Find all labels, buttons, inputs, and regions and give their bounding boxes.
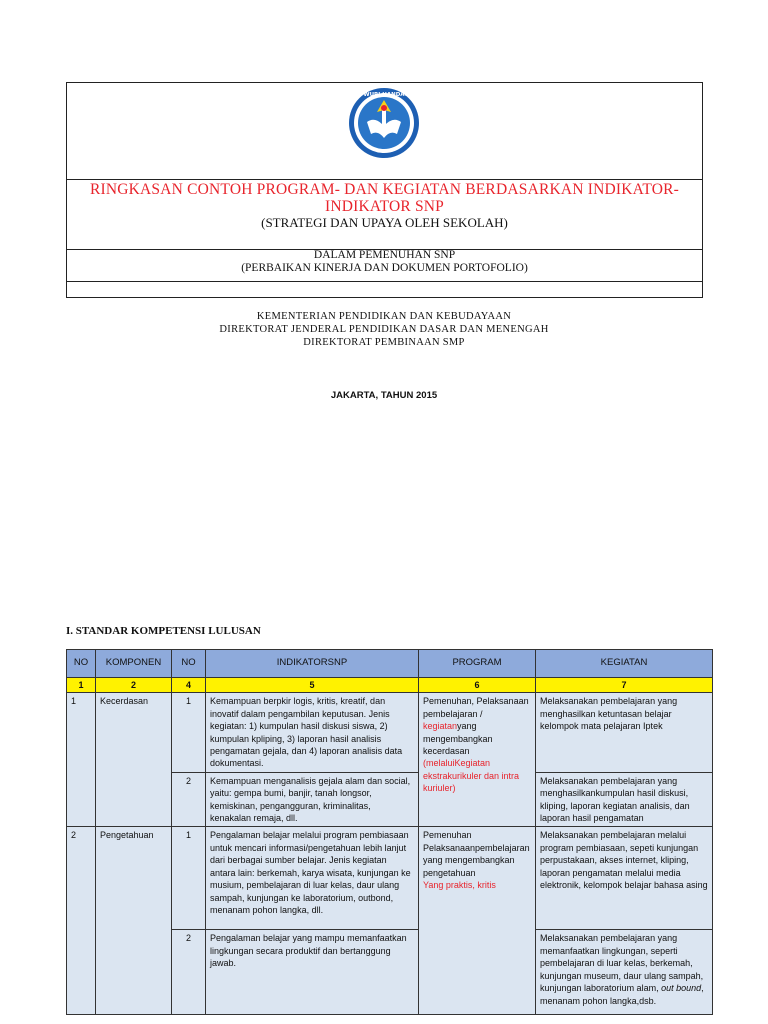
ministry-line2: DIREKTORAT JENDERAL PENDIDIKAN DASAR DAN MENENGAH <box>219 324 549 335</box>
col-header-no: NO <box>67 650 96 678</box>
city-year: JAKARTA, TAHUN 2015 <box>330 390 438 401</box>
section-title: I. STANDAR KOMPETENSI LULUSAN <box>66 625 261 637</box>
indikator-cell: Pengalaman belajar melalui program pembiasaan untuk mencari informasi/pengetahuan lebih lanjut dari berbagai sumber belajar. Jenis kegiatan antara lain: berkemah, karya wisata, kunjungan ke musium, pembelajaran di luar kelas, daur ulang sampah, kunjungan ke laboratorium, outbond, menanam pohon langka, dll. <box>206 827 419 930</box>
document-title-line2: INDIKATOR SNP <box>324 198 444 215</box>
kegiatan-italic: out bound <box>661 983 702 994</box>
col-number: 1 <box>67 678 96 693</box>
col-number: 5 <box>206 678 419 693</box>
program-cell <box>419 693 536 827</box>
tut-wuri-handayani-logo <box>347 86 421 160</box>
program-note-red: (melaluiKegiatan ekstrakurikuler dan intra kuriuler) <box>423 758 520 794</box>
table-row <box>67 693 713 772</box>
kegiatan-cell: Melaksanakan pembelajaran yang menghasilkankumpulan hasil diskusi, kliping, laporan kegiatan analisis, dan laporan hasil pengamatan <box>536 772 713 827</box>
kegiatan-text: Melaksanakan pembelajaran yang memanfaatkan lingkungan, seperti pembelajaran di luar kelas, berkemah, kunjungan museum, daur ulang sampah, kunjungan laboratorium alam, <box>540 933 704 994</box>
snp-table <box>66 649 713 1015</box>
sub-no: 1 <box>172 693 206 772</box>
sub-no: 1 <box>172 827 206 930</box>
col-number: 7 <box>536 678 713 693</box>
row-no: 1 <box>67 693 96 827</box>
table-header-row <box>67 650 713 678</box>
col-header-kegiatan: KEGIATAN <box>536 650 713 678</box>
svg-text:TUT WURI HANDAYANI: TUT WURI HANDAYANI <box>349 92 419 98</box>
ministry-line3: DIREKTORAT PEMBINAAN SMP <box>303 337 465 348</box>
document-subtitle: (STRATEGI DAN UPAYA OLEH SEKOLAH) <box>261 215 508 230</box>
row-komponen: Kecerdasan <box>96 693 172 827</box>
col-header-komponen: KOMPONEN <box>96 650 172 678</box>
column-number-row <box>67 678 713 693</box>
col-number: 4 <box>172 678 206 693</box>
program-cell <box>419 827 536 1015</box>
indikator-cell: Kemampuan menganalisis gejala alam dan social, yaitu: gempa bumi, banjir, tanah longsor, kemiskinan, pengangguran, kriminalitas, kenakalan remaja, dll. <box>206 772 419 827</box>
document-title-line1: RINGKASAN CONTOH PROGRAM- DAN KEGIATAN BERDASARKAN INDIKATOR- <box>89 181 680 198</box>
table-row <box>67 827 713 930</box>
col-header-indikator: INDIKATORSNP <box>206 650 419 678</box>
kegiatan-cell: Melaksanakan pembelajaran melalui program pembiasaan, sepeti kunjungan perpustakaan, akses internet, kliping, laporan pengamatan melalui media elektronik, kelompok belajar bahasa asing <box>536 827 713 930</box>
divider <box>67 281 702 282</box>
indikator-cell: Pengalaman belajar yang mampu memanfaatkan lingkungan secara produktif dan bertanggung jawab. <box>206 930 419 1015</box>
program-text: yang mengembangkan kecerdasan <box>423 721 493 757</box>
col-number: 6 <box>419 678 536 693</box>
program-text: Pemenuhan, Pelaksanaan pembelajaran / <box>423 696 529 719</box>
col-number: 2 <box>96 678 172 693</box>
program-note-red: Yang praktis, kritis <box>423 880 496 891</box>
program-red-inline: kegiatan <box>423 721 458 732</box>
ministry-line1: KEMENTERIAN PENDIDIKAN DAN KEBUDAYAAN <box>256 311 512 322</box>
col-header-sub-no: NO <box>172 650 206 678</box>
kegiatan-cell: Melaksanakan pembelajaran yang menghasilkan ketuntasan belajar kelompok mata pelajaran Iptek <box>536 693 713 772</box>
divider <box>67 179 702 180</box>
section-line1: DALAM PEMENUHAN SNP <box>313 249 456 261</box>
sub-no: 2 <box>172 772 206 827</box>
sub-no: 2 <box>172 930 206 1015</box>
col-header-program: PROGRAM <box>419 650 536 678</box>
indikator-cell: Kemampuan berpkir logis, kritis, kreatif, dan inovatif dalam pengambilan keputusan. Jenis kegiatan: 1) kumpulan hasil diskusi siswa, 2) kumpulan kpliping, 3) laporan hasil analisis pengamatan gejala, dan 4) laporan analisis data dokumentasi. <box>206 693 419 772</box>
row-no: 2 <box>67 827 96 1015</box>
program-text: Pemenuhan Pelaksanaanpembelajaran yang mengembangkan pengetahuan <box>423 830 530 878</box>
section-line2: (PERBAIKAN KINERJA DAN DOKUMEN PORTOFOLIO) <box>241 262 528 274</box>
kegiatan-text: , menanam pohon langka,dsb. <box>540 983 704 1006</box>
kegiatan-cell <box>536 930 713 1015</box>
row-komponen: Pengetahuan <box>96 827 172 1015</box>
